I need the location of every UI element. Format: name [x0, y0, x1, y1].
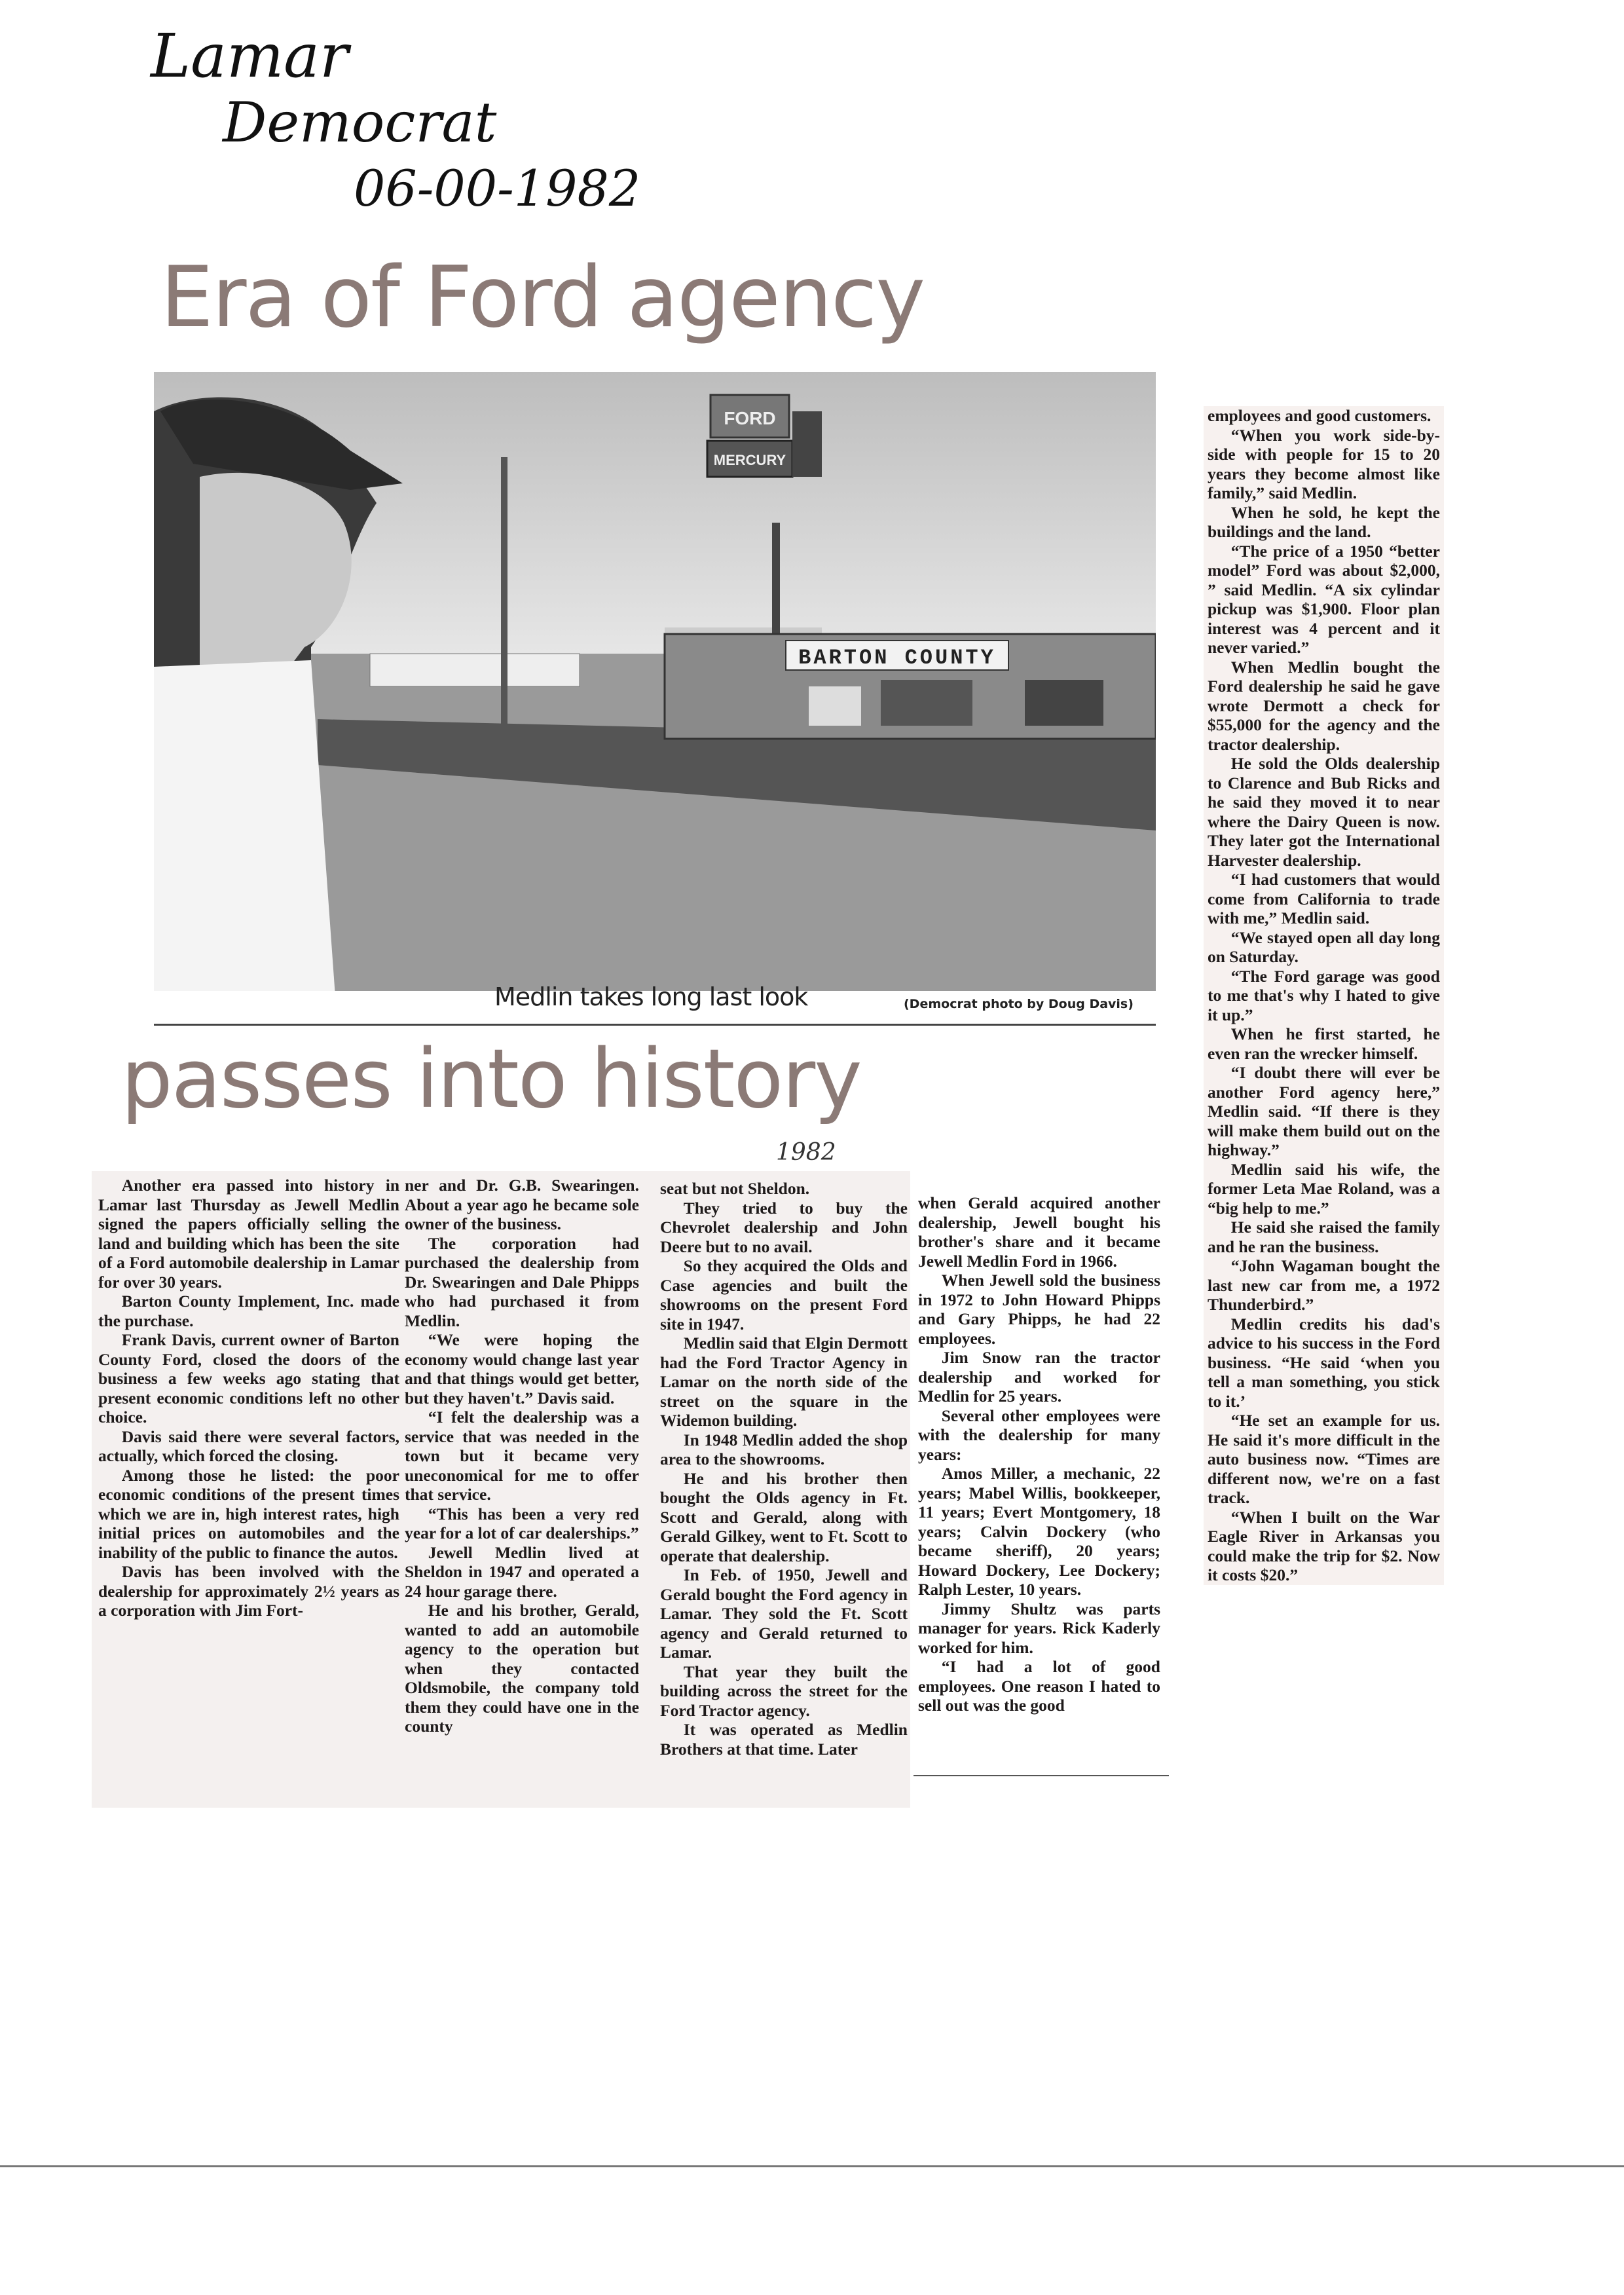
article-column-4: [918, 1193, 1160, 1715]
distant-building: [370, 654, 580, 686]
article-paragraph: “This has been a very red year for a lot of car dealerships.”: [405, 1504, 639, 1542]
scan-edge-line: [0, 2165, 1624, 2167]
ford-sign-text: FORD: [724, 408, 776, 428]
article-paragraph: Jimmy Shultz was parts manager for years. Rick Kaderly worked for him.: [918, 1599, 1160, 1657]
article-paragraph: “He set an example for us. He said it's more difficult in the auto business now. “Times are different now, we're on a fast track.: [1208, 1411, 1440, 1507]
article-paragraph: The corporation had purchased the dealership from Dr. Swearingen and Dale Phipps who had purchased it from Medlin.: [405, 1233, 639, 1330]
article-paragraph: In Feb. of 1950, Jewell and Gerald bought the Ford agency in Lamar. They sold the Ft. Scott agency and Gerald returned to Lamar.: [660, 1565, 908, 1662]
article-paragraph: He and his brother, Gerald, wanted to add an automobile agency to the operation but when they contacted Oldsmobile, the company told them they could have one in the county: [405, 1601, 639, 1736]
handwritten-publication-name-2: Democrat: [223, 90, 497, 155]
mercury-sign-text: MERCURY: [713, 452, 786, 468]
article-column-1: [98, 1176, 399, 1620]
article-column-2: [405, 1176, 639, 1736]
article-paragraph: Barton County Implement, Inc. made the purchase.: [98, 1292, 399, 1330]
column-rule: [913, 1775, 1169, 1776]
article-paragraph: They tried to buy the Chevrolet dealership and John Deere but to no avail.: [660, 1198, 908, 1256]
article-paragraph: It was operated as Medlin Brothers at that time. Later: [660, 1720, 908, 1759]
article-paragraph: Several other employees were with the dealership for many years:: [918, 1406, 1160, 1464]
article-paragraph: He said she raised the family and he ran the business.: [1208, 1218, 1440, 1256]
article-column-3: [660, 1179, 908, 1759]
article-paragraph: “The Ford garage was good to me that's why I hated to give it up.”: [1208, 966, 1440, 1024]
article-paragraph: Another era passed into history in Lamar last Thursday as Jewell Medlin signed the papers officially selling the land and building which has been the site of a Ford automobile dealership in Lamar for over 30 years.: [98, 1176, 399, 1292]
article-paragraph: “I had a lot of good employees. One reason I hated to sell out was the good: [918, 1657, 1160, 1715]
light-pole: [501, 457, 507, 732]
article-paragraph: “I had customers that would come from California to trade with me,” Medlin said.: [1208, 870, 1440, 927]
article-paragraph: “I felt the dealership was a service that was needed in the town but it became very uneconomical for me to offer that service.: [405, 1408, 639, 1504]
article-paragraph: Medlin said that Elgin Dermott had the Ford Tractor Agency in Lamar on the north side of the street on the square in the Widemon building.: [660, 1334, 908, 1430]
article-paragraph: “We were hoping the economy would change last year and that things would get better, but they haven't.” Davis said.: [405, 1330, 639, 1408]
handwritten-margin-year: 1982: [776, 1139, 836, 1166]
news-photo: [154, 372, 1156, 1026]
article-paragraph: When he first started, he even ran the wrecker himself.: [1208, 1024, 1440, 1063]
article-paragraph: When Jewell sold the business in 1972 to John Howard Phipps and Gary Phipps, he had 22 employees.: [918, 1271, 1160, 1348]
article-paragraph: Davis said there were several factors, actually, which forced the closing.: [98, 1427, 399, 1465]
barton-county-sign: BARTON COUNTY: [798, 646, 996, 670]
article-paragraph: Amos Miller, a mechanic, 22 years; Mabel Willis, bookkeeper, 11 years; Evert Montgomery, 18 years; Calvin Dockery (who became sheriff), 20 years; Howard Dockery, Lee Dockery; Ralph Lester, 10 years.: [918, 1464, 1160, 1599]
article-column-5: [1204, 406, 1444, 1585]
article-paragraph: Davis has been involved with the dealership for approximately 2½ years as a corporation with Jim Fort-: [98, 1562, 399, 1620]
article-paragraph: Jewell Medlin lived at Sheldon in 1947 and operated a 24 hour garage there.: [405, 1542, 639, 1601]
article-paragraph: “When I built on the War Eagle River in Arkansas you could make the trip for $2. Now it costs $20.”: [1208, 1507, 1440, 1584]
article-paragraph: That year they built the building across the street for the Ford Tractor agency.: [660, 1662, 908, 1720]
article-paragraph: “When you work side-by-side with people for 15 to 20 years they become almost like family,” said Medlin.: [1208, 425, 1440, 502]
article-paragraph: In 1948 Medlin added the shop area to the showrooms.: [660, 1430, 908, 1468]
article-paragraph: He and his brother then bought the Olds agency in Ft. Scott and Gerald, along with Gerald Gilkey, went to Ft. Scott to operate that dealership.: [660, 1468, 908, 1565]
article-paragraph: seat but not Sheldon.: [660, 1179, 810, 1198]
headline-top: Era of Ford agency: [160, 249, 925, 346]
article-paragraph: “I doubt there will ever be another Ford agency here,” Medlin said. “If there is they will make them build out on the highway.”: [1208, 1063, 1440, 1159]
handwritten-publication-name: Lamar: [151, 21, 349, 91]
article-paragraph: employees and good customers.: [1208, 406, 1431, 425]
photo-credit: (Democrat photo by Doug Davis): [904, 997, 1134, 1011]
handwritten-date: 06-00-1982: [354, 159, 641, 217]
article-paragraph: Frank Davis, current owner of Barton County Ford, closed the doors of the business a few weeks ago stating that present economic conditions left no other choice.: [98, 1330, 399, 1427]
article-paragraph: He sold the Olds dealership to Clarence and Bub Ricks and he said they moved it to near where the Dairy Queen is now. They later got the International Harvester dealership.: [1208, 754, 1440, 870]
article-paragraph: When he sold, he kept the buildings and the land.: [1208, 502, 1440, 541]
article-paragraph: Jim Snow ran the tractor dealership and worked for Medlin for 25 years.: [918, 1348, 1160, 1406]
article-paragraph: When Medlin bought the Ford dealership he said he gave wrote Dermott a check for $55,000 for the agency and the tractor dealership.: [1208, 657, 1440, 754]
article-paragraph: “John Wagaman bought the last new car from me, a 1972 Thunderbird.”: [1208, 1256, 1440, 1314]
pickup-truck: [809, 686, 861, 726]
photo-scene: [154, 372, 1156, 1024]
article-paragraph: Among those he listed: the poor economic conditions of the present times which we are in, high interest rates, high initial prices on automobiles and the inability of the public to finance the autos.: [98, 1465, 399, 1562]
article-paragraph: ner and Dr. G.B. Swearingen. About a year ago he became sole owner of the business.: [405, 1176, 639, 1233]
headline-bottom: passes into history: [121, 1032, 861, 1127]
article-paragraph: when Gerald acquired another dealership, Jewell bought his brother's share and it became Jewell Medlin Ford in 1966.: [918, 1193, 1160, 1271]
article-paragraph: Medlin credits his dad's advice to his success in the Ford business. “He said ‘when you tell a man something, you stick to it.’: [1208, 1314, 1440, 1411]
article-paragraph: So they acquired the Olds and Case agencies and built the showrooms on the present Ford site in 1947.: [660, 1256, 908, 1334]
article-paragraph: “The price of a 1950 “better model” Ford was about $2,000, ” said Medlin. “A six cylindar pickup was $1,900. Floor plan interest was 4 percent and it never varied.”: [1208, 541, 1440, 657]
article-paragraph: Medlin said his wife, the former Leta Mae Roland, was a “big help to me.”: [1208, 1159, 1440, 1218]
article-paragraph: “We stayed open all day long on Saturday.: [1208, 927, 1440, 966]
photo-caption: Medlin takes long last look: [494, 982, 808, 1011]
